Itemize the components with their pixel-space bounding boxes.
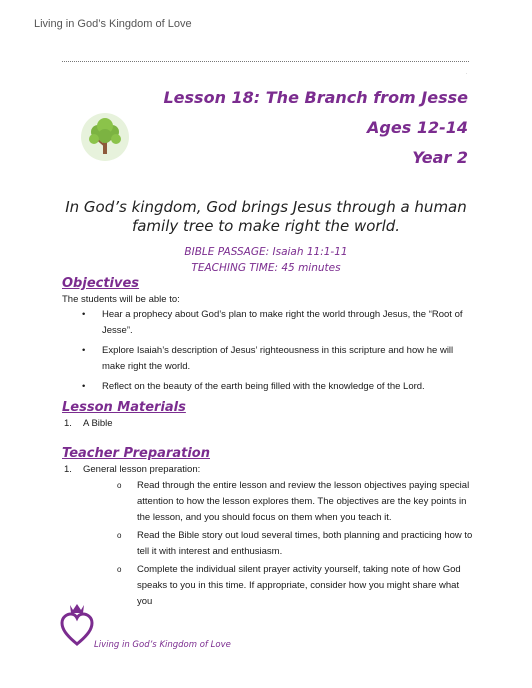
preparation-text: General lesson preparation:	[83, 464, 201, 475]
materials-list	[64, 416, 464, 432]
lesson-ages: Ages 12-14	[367, 118, 468, 137]
bullet-icon: •	[82, 381, 86, 392]
list-item	[82, 379, 474, 395]
list-item	[117, 478, 475, 526]
list-item	[117, 528, 475, 560]
materials-heading: Lesson Materials	[62, 400, 186, 415]
footer-text: Living in God’s Kingdom of Love	[94, 640, 231, 650]
item-number: 1.	[64, 418, 72, 429]
objective-text: Reflect on the beauty of the earth being filled with the knowledge of the Lord.	[102, 381, 425, 392]
teaching-time: TEACHING TIME: 45 minutes	[191, 262, 341, 274]
circle-bullet-icon: o	[117, 481, 122, 490]
corner-mark: .	[466, 70, 468, 76]
list-item	[64, 416, 464, 432]
objectives-heading: Objectives	[62, 276, 140, 291]
preparation-heading: Teacher Preparation	[62, 446, 210, 461]
lesson-year: Year 2	[412, 148, 468, 167]
list-item	[117, 562, 475, 610]
bullet-icon: •	[82, 345, 86, 356]
objective-text: Explore Isaiah’s description of Jesus’ righteousness in this scripture and how he will make right the world.	[102, 345, 454, 372]
running-header: Living in God’s Kingdom of Love	[34, 18, 192, 30]
bible-passage: BIBLE PASSAGE: Isaiah 11:1-11	[184, 246, 348, 258]
preparation-subitems	[117, 478, 475, 612]
list-item	[64, 462, 474, 478]
circle-bullet-icon: o	[117, 531, 122, 540]
tree-icon	[80, 112, 130, 162]
circle-bullet-icon: o	[117, 565, 122, 574]
list-item	[82, 343, 474, 375]
objectives-list	[82, 307, 474, 399]
material-text: A Bible	[83, 418, 113, 429]
bullet-icon: •	[82, 309, 86, 320]
subitem-text: Read through the entire lesson and review the lesson objectives paying special attention to how the lesson explores them. The objectives are the key points in the lesson, and you should focus on them when you teach it.	[137, 480, 470, 523]
subitem-text: Complete the individual silent prayer activity yourself, taking note of how God speaks to you in this time. If appropriate, consider how you might share what you	[137, 564, 461, 607]
list-item	[82, 307, 474, 339]
crown-heart-logo-icon	[60, 601, 94, 647]
lesson-title: Lesson 18: The Branch from Jesse	[163, 88, 468, 107]
lesson-tagline: In God’s kingdom, God brings Jesus through a human family tree to make right the world.	[65, 198, 467, 235]
preparation-list	[64, 462, 474, 478]
subitem-text: Read the Bible story out loud several times, both planning and practicing how to tell it with interest and enthusiasm.	[137, 530, 473, 557]
item-number: 1.	[64, 464, 72, 475]
header-divider	[62, 61, 469, 62]
objective-text: Hear a prophecy about God’s plan to make right the world through Jesus, the “Root of Jesse”.	[102, 309, 463, 336]
objectives-intro: The students will be able to:	[62, 294, 180, 305]
